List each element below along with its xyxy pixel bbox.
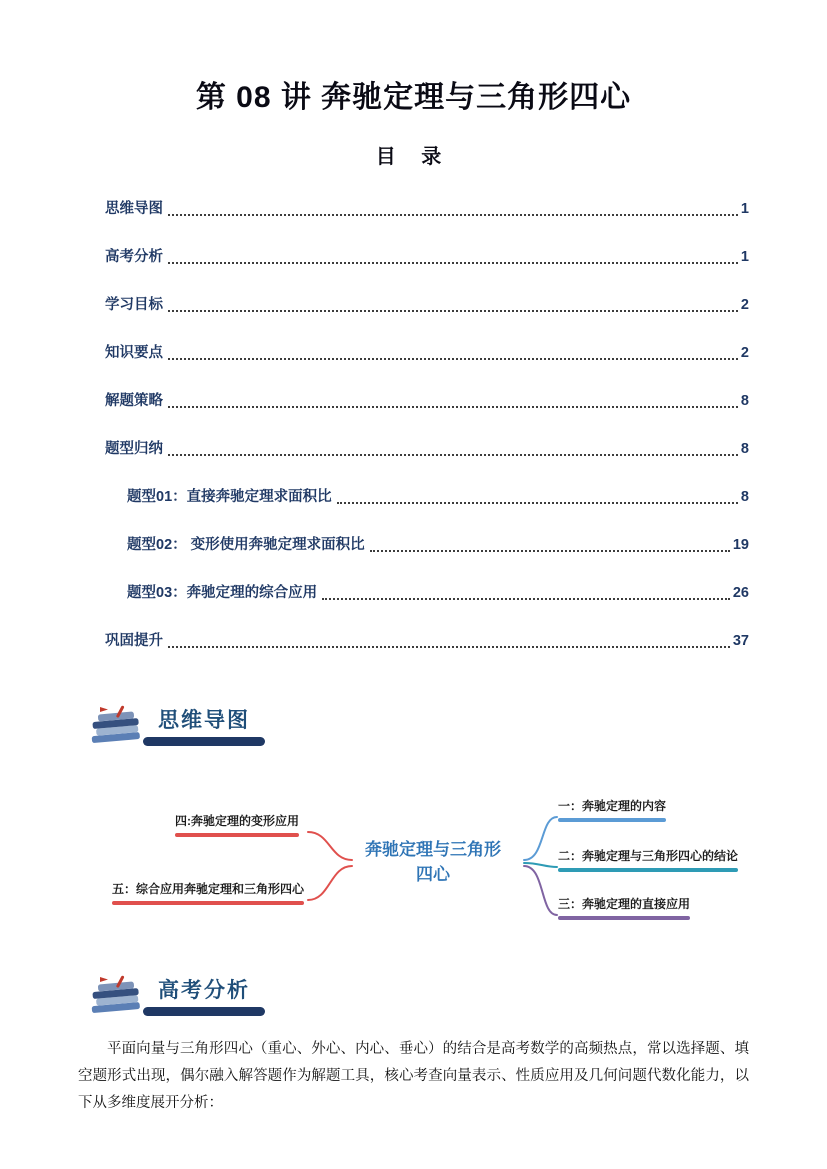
toc-entry-page: 8 (740, 489, 749, 505)
branch-underline (558, 916, 690, 920)
toc-entry (105, 343, 749, 364)
toc-entry-label: 巩固提升 (105, 633, 163, 649)
toc-entry-page: 37 (732, 633, 749, 649)
analysis-paragraph: 平面向量与三角形四心（重心、外心、内心、垂心）的结合是高考数学的高频热点，常以选择题、填空题形式出现，偶尔融入解答题作为解题工具，核心考查向量表示、性质应用及几何问题代数化能力，以下从多维度展开分析： (78, 1041, 749, 1111)
toc-leader-dots (168, 646, 730, 648)
mindmap-branch-right-2 (558, 847, 738, 872)
section-title-wrap (152, 704, 256, 746)
branch-underline (558, 818, 666, 822)
toc-entry (105, 487, 749, 508)
toc-leader-dots (168, 214, 738, 216)
mindmap-branch-left-1 (175, 812, 299, 837)
toc-entry (105, 631, 749, 652)
mindmap (0, 772, 827, 950)
toc-entry-label: 题型02： 变形使用奔驰定理求面积比 (127, 537, 365, 553)
toc-entry-page: 1 (740, 201, 749, 217)
section-title-analysis: 高考分析 (158, 979, 250, 1002)
toc-entry-label: 题型01：直接奔驰定理求面积比 (127, 489, 332, 505)
toc-leader-dots (168, 358, 738, 360)
mindmap-branch-left-2 (112, 880, 304, 905)
branch-underline (558, 868, 738, 872)
toc-leader-dots (168, 454, 738, 456)
toc-entry (105, 295, 749, 316)
toc-entry-label: 知识要点 (105, 345, 163, 361)
section-header-mindmap (86, 704, 827, 746)
section-title-underline (143, 737, 266, 746)
toc-entry-label: 题型03：奔驰定理的综合应用 (127, 585, 318, 601)
mindmap-branch-label: 一：奔驰定理的内容 (558, 799, 667, 813)
toc-entry-label: 解题策略 (105, 393, 163, 409)
mindmap-branch-label: 四:奔驰定理的变形应用 (175, 814, 299, 828)
table-of-contents (105, 199, 749, 652)
toc-entry-label: 思维导图 (105, 201, 163, 217)
toc-leader-dots (337, 502, 738, 504)
toc-leader-dots (168, 406, 738, 408)
mindmap-center-node (338, 838, 528, 887)
mindmap-branch-label: 二：奔驰定理与三角形四心的结论 (558, 849, 739, 863)
page-title: 第 08 讲 奔驰定理与三角形四心 (195, 81, 632, 114)
toc-entry-label: 高考分析 (105, 249, 163, 265)
toc-entry (105, 535, 749, 556)
mindmap-center-line2: 四心 (416, 864, 450, 884)
toc-entry-label: 题型归纳 (105, 441, 163, 457)
toc-entry (105, 391, 749, 412)
toc-entry (105, 439, 749, 460)
toc-entry-label: 学习目标 (105, 297, 163, 313)
section-header-analysis (86, 974, 827, 1016)
section-title-wrap (152, 974, 256, 1016)
section-title-underline (143, 1007, 266, 1016)
toc-leader-dots (168, 310, 738, 312)
books-icon (86, 974, 146, 1016)
mindmap-branch-right-3 (558, 895, 690, 920)
toc-entry-page: 8 (740, 393, 749, 409)
toc-leader-dots (168, 262, 738, 264)
branch-underline (112, 901, 304, 905)
mindmap-branch-label: 五：综合应用奔驰定理和三角形四心 (112, 882, 305, 896)
toc-entry-page: 1 (740, 249, 749, 265)
toc-entry-page: 2 (740, 345, 749, 361)
books-icon (86, 704, 146, 746)
toc-leader-dots (370, 550, 730, 552)
toc-entry-page: 19 (732, 537, 749, 553)
toc-entry (105, 583, 749, 604)
toc-entry (105, 247, 749, 268)
toc-leader-dots (322, 598, 730, 600)
mindmap-center-line1: 奔驰定理与三角形 (365, 840, 501, 859)
toc-heading: 目 录 (375, 146, 452, 168)
toc-entry (105, 199, 749, 220)
toc-entry-page: 8 (740, 441, 749, 457)
section-title-mindmap: 思维导图 (158, 709, 250, 732)
branch-underline (175, 833, 299, 837)
mindmap-branch-label: 三：奔驰定理的直接应用 (558, 897, 691, 911)
mindmap-branch-right-1 (558, 797, 666, 822)
toc-entry-page: 2 (740, 297, 749, 313)
toc-entry-page: 26 (732, 585, 749, 601)
